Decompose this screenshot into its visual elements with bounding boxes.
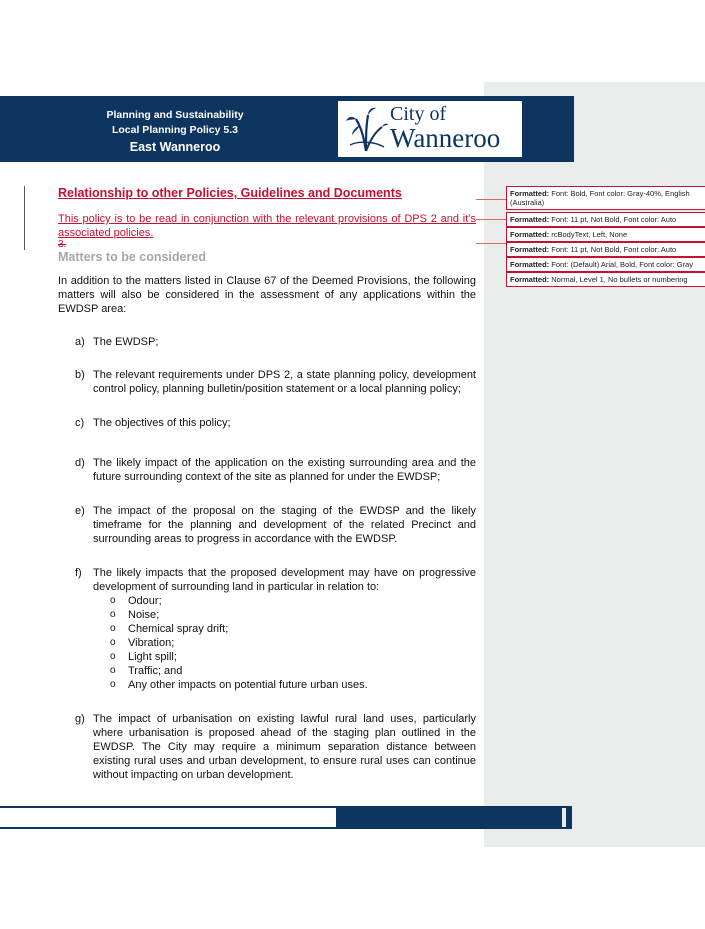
list-item-text: The impact of the proposal on the staging of the EWDSP and the likely timeframe for the planning and development of the related Precinct and surrounding areas to progress in accordance with the EWDSP. bbox=[93, 505, 476, 545]
bullet-icon: o bbox=[110, 623, 116, 634]
comment-text: Normal, Level 1, No bullets or numbering bbox=[551, 275, 688, 284]
list-item-label: b) bbox=[75, 369, 85, 381]
comment-label: Formatted: bbox=[510, 215, 550, 224]
list-item bbox=[58, 456, 476, 484]
header-title-block bbox=[60, 108, 290, 156]
sub-list-item-text: Vibration; bbox=[128, 637, 175, 649]
sub-list-item bbox=[58, 678, 476, 692]
sub-list-item-text: Odour; bbox=[128, 595, 162, 607]
list-item bbox=[58, 504, 476, 546]
relationship-paragraph: This policy is to be read in conjunction with the relevant provisions of DPS 2 and it’s associated policies. bbox=[58, 213, 476, 239]
comment-balloon[interactable] bbox=[506, 257, 705, 272]
footer-banner bbox=[336, 808, 562, 828]
list-item bbox=[58, 712, 476, 782]
list-item-label: e) bbox=[75, 505, 85, 517]
comment-balloon[interactable] bbox=[506, 272, 705, 287]
comment-text: Font: (Default) Arial, Bold, Font color: Gray bbox=[551, 260, 693, 269]
comment-text: Font: 11 pt, Not Bold, Font color: Auto bbox=[551, 245, 677, 254]
header-policy-number: Local Planning Policy 5.3 bbox=[111, 124, 239, 136]
list-item-text: The EWDSP; bbox=[93, 336, 159, 348]
list-item-text: The likely impact of the application on the existing surrounding area and the future surrounding context of the site as planned for under the EWDSP; bbox=[93, 457, 476, 483]
sub-list-item bbox=[58, 636, 476, 650]
sub-list-item bbox=[58, 594, 476, 608]
deleted-number: 3. bbox=[58, 239, 67, 250]
sub-list-item bbox=[58, 664, 476, 678]
list-item-text: The likely impacts that the proposed development may have on progressive development of surrounding land in particular in relation to: bbox=[93, 567, 476, 593]
sub-list-item-text: Chemical spray drift; bbox=[128, 623, 229, 635]
comment-balloon[interactable] bbox=[506, 227, 705, 242]
list-item bbox=[58, 368, 476, 396]
footer-accent bbox=[566, 808, 572, 828]
list-item-text: The impact of urbanisation on existing lawful rural land uses, particularly where urbanisation is proposed ahead of the staging plan outlined in the EWDSP. The City may require a minimum separation distance between existing rural uses and urban development, to ensure rural uses can continue without impacting on urban development. bbox=[93, 713, 476, 781]
comment-balloon[interactable] bbox=[506, 242, 705, 257]
comment-label: Formatted: bbox=[510, 230, 550, 239]
header-department: Planning and Sustainability bbox=[106, 109, 244, 121]
sub-list-item bbox=[58, 622, 476, 636]
list-item bbox=[58, 335, 476, 349]
comment-text: Font: 11 pt, Not Bold, Font color: Auto bbox=[551, 215, 677, 224]
balloon-connector bbox=[476, 243, 506, 244]
document-body bbox=[58, 186, 476, 782]
list-item bbox=[58, 416, 476, 430]
list-item-label: c) bbox=[75, 417, 85, 429]
comment-balloon[interactable] bbox=[506, 186, 705, 210]
intro-paragraph: In addition to the matters listed in Clause 67 of the Deemed Provisions, the following matters will also be considered in the assessment of any applications within the EWDSP area: bbox=[58, 275, 476, 315]
sub-list-item-text: Light spill; bbox=[128, 651, 177, 663]
sub-list-item-text: Traffic; and bbox=[128, 665, 183, 677]
list-item-label: f) bbox=[75, 567, 82, 579]
wanneroo-emblem-icon bbox=[344, 105, 388, 153]
sub-list-item-text: Noise; bbox=[128, 609, 160, 621]
balloon-connector bbox=[476, 199, 506, 200]
list-item-label: d) bbox=[75, 457, 85, 469]
comment-text: rcBodyText, Left, None bbox=[551, 230, 628, 239]
header-policy-title: East Wanneroo bbox=[129, 140, 221, 154]
list-item-text: The relevant requirements under DPS 2, a state planning policy, development control policy, planning bulletin/position statement or a local planning policy; bbox=[93, 369, 476, 395]
relationship-heading: Relationship to other Policies, Guidelines and Documents bbox=[58, 186, 402, 200]
list-item bbox=[58, 566, 476, 594]
matters-heading: Matters to be considered bbox=[58, 250, 206, 264]
comment-label: Formatted: bbox=[510, 275, 550, 284]
bullet-icon: o bbox=[110, 679, 116, 690]
sub-list-item bbox=[58, 650, 476, 664]
sub-list-item-text: Any other impacts on potential future urban uses. bbox=[128, 679, 368, 691]
balloon-connector bbox=[476, 219, 506, 220]
bullet-icon: o bbox=[110, 665, 116, 676]
comment-label: Formatted: bbox=[510, 245, 550, 254]
comment-label: Formatted: bbox=[510, 189, 550, 198]
footer-underline bbox=[0, 827, 572, 829]
comment-label: Formatted: bbox=[510, 260, 550, 269]
bullet-icon: o bbox=[110, 609, 116, 620]
comment-balloon[interactable] bbox=[506, 212, 705, 227]
bullet-icon: o bbox=[110, 595, 116, 606]
list-item-label: g) bbox=[75, 713, 85, 725]
list-item-label: a) bbox=[75, 336, 85, 348]
bullet-icon: o bbox=[110, 637, 116, 648]
comment-text: Font: Bold, Font color: Gray-40%, English (Australia) bbox=[510, 189, 690, 207]
bullet-icon: o bbox=[110, 651, 116, 662]
city-logo bbox=[338, 101, 522, 157]
list-item-text: The objectives of this policy; bbox=[93, 417, 231, 429]
sub-list-item bbox=[58, 608, 476, 622]
tracked-change-bar bbox=[24, 186, 25, 250]
logo-wordmark-bottom: Wanneroo bbox=[390, 123, 501, 153]
logo-wordmark-top: City of bbox=[390, 103, 447, 125]
